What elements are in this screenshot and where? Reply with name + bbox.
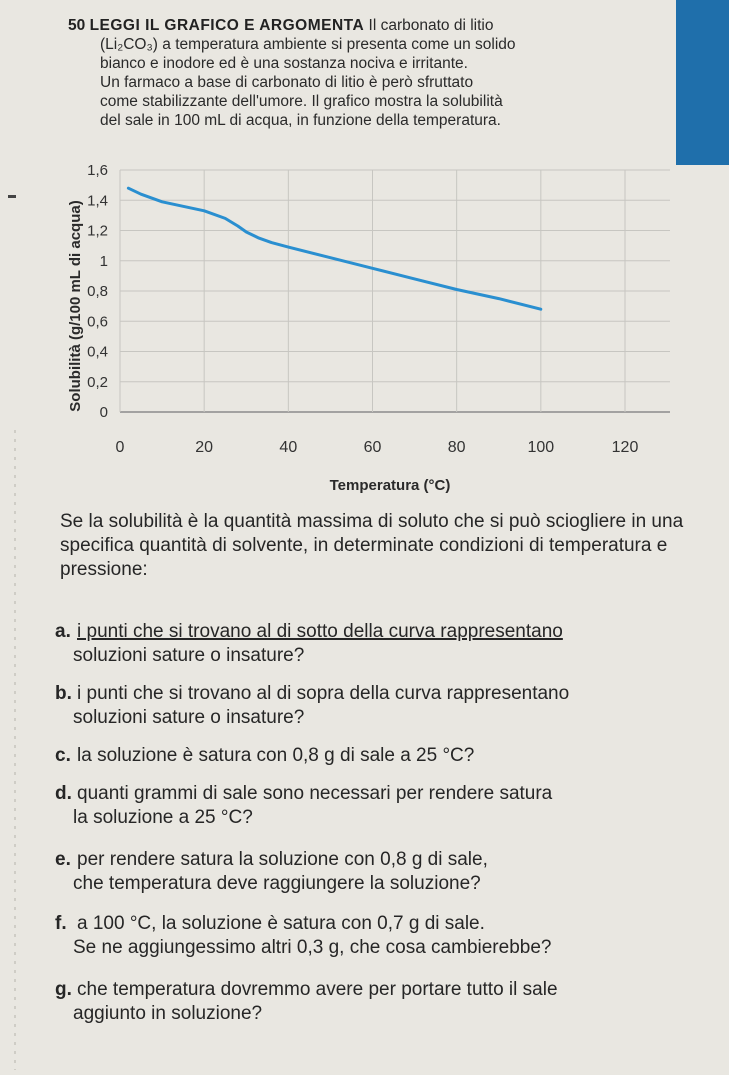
y-tick-label: 0,2: [87, 373, 108, 391]
question-continuation: soluzioni sature o insature?: [73, 645, 305, 666]
header-line-0: [68, 16, 668, 35]
question-continuation: che temperatura deve raggiungere la soluzione?: [73, 873, 481, 894]
exercise-header: [68, 16, 668, 130]
header-line-4: come stabilizzante dell'umore. Il grafico mostra la solubilità: [100, 93, 503, 110]
question-text: per rendere satura la soluzione con 0,8 g di sale,: [77, 849, 488, 870]
question-f: [55, 912, 725, 960]
question-continuation: Se ne aggiungessimo altri 0,3 g, che cosa cambierebbe?: [73, 937, 552, 958]
header-line-2: bianco e inodore ed è una sostanza nociva e irritante.: [100, 55, 468, 72]
question-letter: f.: [55, 913, 67, 934]
question-letter: d.: [55, 783, 72, 804]
chart-grid: [120, 170, 670, 412]
exercise-number: 50: [68, 17, 86, 34]
x-tick-label: 80: [447, 439, 466, 456]
question-c: [55, 744, 725, 768]
header-text-0: Il carbonato di litio: [368, 17, 494, 34]
question-text: i punti che si trovano al di sopra della curva rappresentano: [77, 683, 570, 704]
y-axis-label: Solubilità (g/100 mL di acqua): [67, 200, 84, 412]
question-continuation: soluzioni sature o insature?: [73, 707, 305, 728]
x-axis-label: Temperatura (°C): [329, 477, 451, 494]
y-tick-label: 1,6: [87, 162, 108, 179]
question-text: a 100 °C, la soluzione è satura con 0,7 g di sale.: [77, 913, 485, 934]
question-letter: c.: [55, 745, 71, 766]
question-text: che temperatura dovremmo avere per portare tutto il sale: [77, 979, 558, 1000]
y-tick-label: 0,8: [87, 283, 108, 300]
blue-margin-strip: [676, 0, 729, 165]
solubility-chart: [0, 150, 700, 500]
x-tick-labels: [116, 439, 639, 456]
question-text: i punti che si trovano al di sotto della curva rappresentano: [77, 621, 563, 642]
question-letter: b.: [55, 683, 72, 704]
question-continuation: aggiunto in soluzione?: [73, 1003, 263, 1024]
intro-paragraph: Se la solubilità è la quantità massima di soluto che si può sciogliere in una specifica quantità di solvente, in determinate condizioni di temperatura e pressione:: [60, 511, 684, 580]
question-continuation: la soluzione a 25 °C?: [73, 807, 253, 828]
x-tick-label: 60: [363, 439, 382, 456]
question-d: [55, 782, 725, 830]
x-tick-label: 40: [279, 439, 298, 456]
question-b: [55, 682, 725, 730]
x-tick-label: 100: [527, 439, 555, 456]
header-line-1: (Li₂CO₃) a temperatura ambiente si presenta come un solido: [100, 36, 516, 53]
x-tick-label: 0: [115, 439, 125, 456]
header-line-5: del sale in 100 mL di acqua, in funzione della temperatura.: [100, 112, 501, 129]
question-a: [55, 620, 725, 668]
y-tick-label: 1,2: [87, 222, 108, 240]
y-tick-labels: [87, 162, 108, 421]
x-tick-label: 20: [195, 439, 214, 456]
question-text: quanti grammi di sale sono necessari per rendere satura: [77, 783, 553, 804]
y-tick-label: 0,4: [87, 343, 108, 361]
y-tick-label: 1,4: [87, 192, 108, 210]
question-letter: a.: [55, 621, 71, 642]
x-tick-label: 120: [611, 439, 639, 456]
question-e: [55, 848, 725, 896]
y-tick-label: 1: [99, 252, 108, 270]
question-g: [55, 978, 725, 1026]
question-letter: g.: [55, 979, 72, 1000]
exercise-keyword: LEGGI IL GRAFICO E ARGOMENTA: [89, 17, 365, 34]
y-tick-label: 0,6: [87, 313, 108, 331]
question-letter: e.: [55, 849, 71, 870]
page-edge-shadow: [14, 430, 16, 1070]
y-tick-label: 0: [99, 404, 108, 421]
header-line-3: Un farmaco a base di carbonato di litio è però sfruttato: [100, 74, 474, 91]
question-text: la soluzione è satura con 0,8 g di sale a 25 °C?: [77, 745, 475, 766]
